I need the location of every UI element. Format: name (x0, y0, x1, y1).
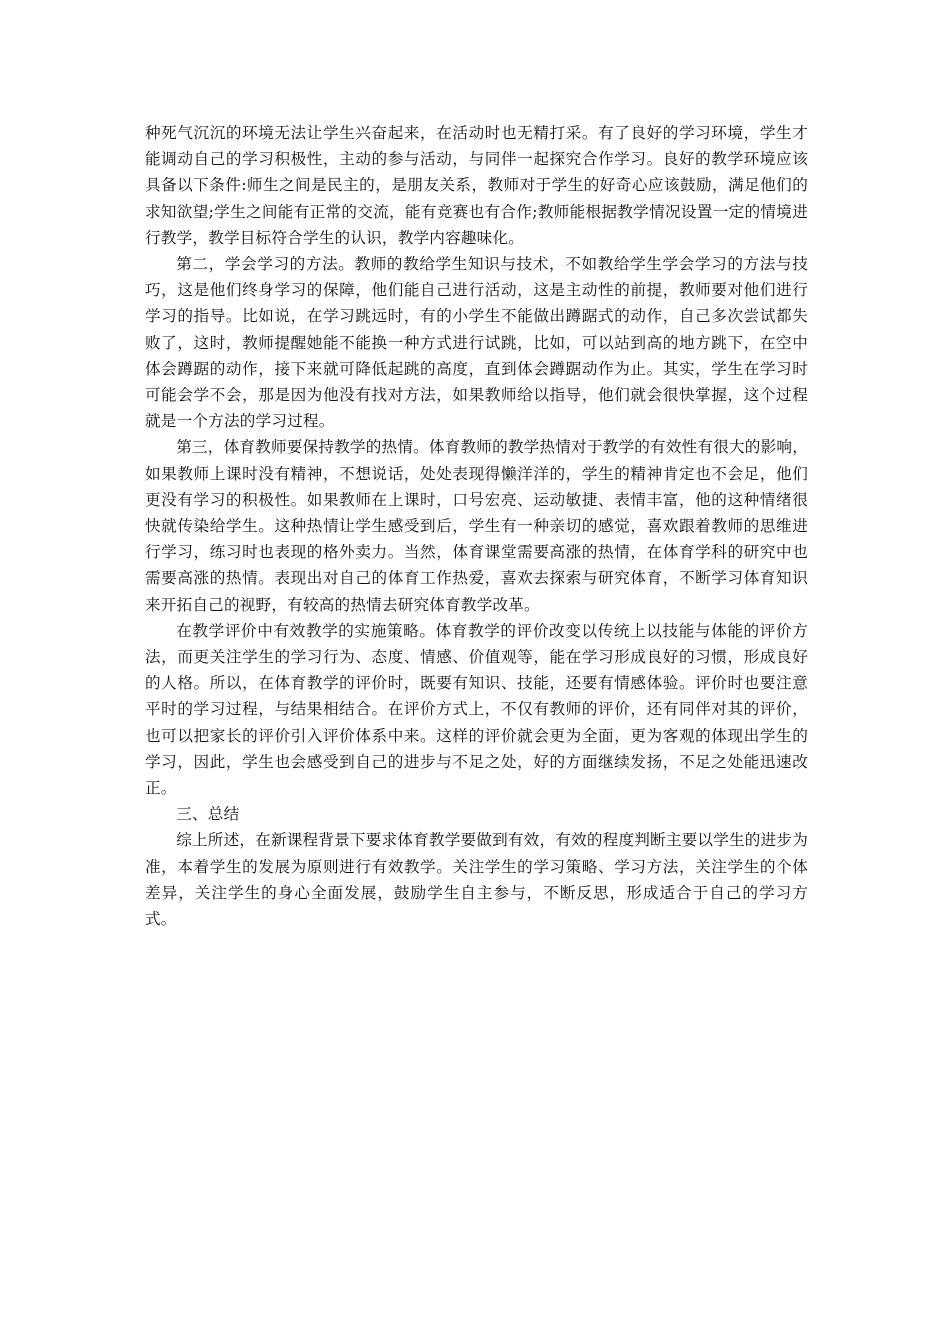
section-heading-summary: 三、总结 (176, 805, 240, 824)
paragraph-evaluation-strategy: 在教学评价中有效教学的实施策略。体育教学的评价改变以传统上以技能与体能的评价方法，而更关注学生的学习行为、态度、情感、价值观等，能在学习形成良好的习惯，形成良好的人格。所以，在体育教学的评价时，既要有知识、技能，还要有情感体验。评价时也要注意平时的学习过程，与结果相结合。在评价方式上，不仅有教师的评价，还有同伴对其的评价，也可以把家长的评价引入评价体系中来。这样的评价就会更为全面，更为客观的体现出学生的学习，因此，学生也会感受到自己的进步与不足之处，好的方面继续发扬，不足之处能迅速改正。 (145, 621, 808, 798)
document-body (145, 120, 808, 932)
paragraph-conclusion: 综上所述，在新课程背景下要求体育教学要做到有效，有效的程度判断主要以学生的进步为准，本着学生的发展为原则进行有效教学。关注学生的学习策略、学习方法，关注学生的个体差异，关注学生的身心全面发展，鼓励学生自主参与，不断反思，形成适合于自己的学习方式。 (145, 831, 808, 929)
paragraph-teaching-enthusiasm: 第三，体育教师要保持教学的热情。体育教师的教学热情对于教学的有效性有很大的影响，如果教师上课时没有精神，不想说话，处处表现得懒洋洋的，学生的精神肯定也不会足，他们更没有学习的积极性。如果教师在上课时，口号宏亮、运动敏捷、表情丰富，他的这种情绪很快就传染给学生。这种热情让学生感受到后，学生有一种亲切的感觉，喜欢跟着教师的思维进行学习，练习时也表现的格外卖力。当然，体育课堂需要高涨的热情，在体育学科的研究中也需要高涨的热情。表现出对自己的体育工作热爱，喜欢去探索与研究体育，不断学习体育知识来开拓自己的视野，有较高的热情去研究体育教学改革。 (145, 438, 808, 614)
paragraph-continuation: 种死气沉沉的环境无法让学生兴奋起来，在活动时也无精打采。有了良好的学习环境，学生才能调动自己的学习积极性，主动的参与活动，与同伴一起探究合作学习。良好的教学环境应该具备以下条件:师生之间是民主的，是朋友关系，教师对于学生的好奇心应该鼓励，满足他们的求知欲望;学生之间能有正常的交流，能有竞赛也有合作;教师能根据教学情况设置一定的情境进行教学，教学目标符合学生的认识，教学内容趣味化。 (145, 124, 808, 247)
paragraph-learning-methods: 第二，学会学习的方法。教师的教给学生知识与技术，不如教给学生学会学习的方法与技巧，这是他们终身学习的保障，他们能自己进行活动，这是主动性的前提，教师要对他们进行学习的指导。比如说，在学习跳远时，有的小学生不能做出蹲踞式的动作，自己多次尝试都失败了，这时，教师提醒她能不能换一种方式进行试跳，比如，可以站到高的地方跳下，在空中体会蹲踞的动作，接下来就可降低起跳的高度，直到体会蹲踞动作为止。其实，学生在学习时可能会学不会，那是因为他没有找对方法，如果教师给以指导，他们就会很快掌握，这个过程就是一个方法的学习过程。 (145, 255, 808, 431)
